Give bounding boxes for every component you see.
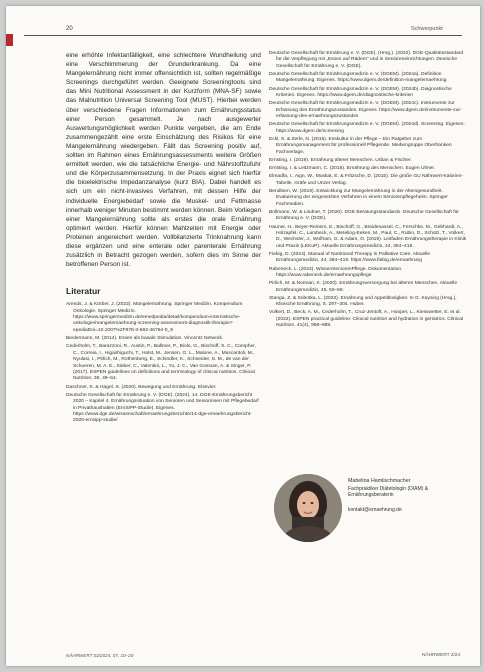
body-paragraph: eine erhöhte Infektanfälligkeit, eine schlechtere Wundheilung und eine Verschlimmerung der Grunderkrankung. Da eine Mangelernährung nicht immer offensichtlich ist, sollten regelmäßige Screenings durchgeführt werden. Geeignete Screeningtools sind das Mini Nutritional Assessment in der Kurzform (MNA-SF) sowie das Malnutrition Universal Screening Tool (MUST). Hierbei werden über verschiedene Fragen Informationen zum Ernährungsstatus einer Person gesammelt. Je nach ausgewerter Auswertungsmöglichkeit werden Punkte vergeben, die am Ende zusammengezählt eine erste Einschätzung des Risikos für eine Mangelernährung wiedergeben. Fällt das Screening positiv auf, sollten im Rahmen eines Ernährungsassessments weitere Größen ermittelt werden, wie die tatsächliche Energie- und Nährstoffzufuhr und die Körperzusammensetzung. In der Praxis eignet sich hierfür die bioelektrische Impedanzanalyse (kurz BIA). Dabei handelt es sich um ein nicht-invasives Verfahren, mit dessen Hilfe der individuelle Energiebedarf sowie die Muskel- und Fettmasse innerhalb weniger Minuten bestimmt werden können. Beim Vorliegen einer Mangelernährung sollte als erstes die orale Ernährung optimiert werden. Hierfür können Mahlzeiten mit Energie oder Proteinen angereichert werden. Vollbilanzierte Trinknahrung kann diese ergänzen und eine enterale oder parenterale Ernährung zusätzlich in Betracht gezogen werden, sofern dies im Sinne der betroffenen Person ist.	[66, 52, 261, 269]
reference-entry: Cederholm, T., Barazzoni, R., Austin, P., Ballmer, P., Biolo, G., Bischoff, S. C., Compher, C., Correia, I., Higashiguchi, T., Holst, M., Jensen, G. L., Malone, A., Muscaritoli, M., Nyulasi, I., Pirlich, M., Rothenberg, E., Schindler, K., Schneider, S. M., de van der Schueren, M. A. E., Sieber, C., Valentini, L., Yu, J. C., Van Gossum, A. & Singer, P. (2017). ESPEN guidelines on definitions and terminology of clinical nutrition. Clinical Nutrition, 36, 49–64.	[66, 344, 256, 382]
author-role: Fachpraktiker Diätetologin (DIAM) & Ernährungsberaterin	[348, 486, 429, 499]
left-column	[66, 51, 261, 427]
reference-entry: Ernsting, I. (2019). Ernährung älterer Menschen. Urban & Fischer.	[269, 157, 412, 163]
author-box	[274, 474, 474, 554]
reference-entry: Hauner, H., Beyer-Reiners, E., Bischoff, G., Breidenassel, C., Ferschke, M., Gebhardt, A., Holzapfel, C., Lambeck, A., Meteling-Eeken, M., Paul, C., Rubin, D., Schütz, T., Volkert, D., Wechsler, J., Wolfram, G. & Adam, O. (2019). Leitfaden Ernährungstherapie in Klinik und Praxis (LEKuP). Aktuelle Ernährungsmedizin, 44, 384–419.	[269, 224, 467, 249]
article-body	[66, 51, 261, 269]
reference-entry: Deutsche Gesellschaft für Ernährung e. V. (DGE). (Hrsg.). (2022). DGE-Qualitätsstandard für die Verpflegung mit „Essen auf Rädern“ und in Senioreneinrichtungen. Deutsche Gesellschaft für Ernährung e. V. (DGE).	[269, 51, 464, 69]
reference-entry: Pirlich, M. & Norman, K. (2020). Ernährungsversorgung bei älteren Menschen. Aktuelle Ernährungsmedizin, 45, 50–59.	[269, 281, 458, 293]
author-email[interactable]: kontakt@ernaehrung.de	[348, 506, 402, 513]
author-info	[348, 478, 473, 513]
reference-entry: Fiebig, D. (2024). Manual of Nutritional Therapy in Palliative Care. Aktuelle Ernährungsmedizin, 44, 384–419. https://www.fiebig.de/ernaehrung	[269, 251, 431, 264]
literature-list-left	[66, 302, 261, 425]
reference-entry: Eckl, S. & Zerle, N. (2015). Esskultur in der Pflege – Ein Ratgeber zum Ernährungsmanagement für professionell Pflegende. Mediengruppe Oberfranken Fachverlage.	[269, 136, 452, 155]
magazine-page	[6, 6, 480, 666]
reference-entry: Ernsting, I. & Leitzmann, C. (2016). Ernährung des Menschen. Eugen Ulmer.	[269, 166, 436, 172]
reference-entry: Deutsche Gesellschaft für Ernährungsmedizin e. V. (DGEM). (2024b). Diagnostische Kriterien. Eigenes. https://www.dgem.de/diagnostische-kriterien	[269, 86, 452, 99]
reference-entry: Bollmann, W. & Lindner, T. (2020). DGE Beratungsstandards. Deutsche Gesellschaft für Ernährung e. V. (DGE).	[269, 209, 459, 222]
author-photo	[274, 474, 342, 542]
reference-entry: Biedermann, M. (2014). Essen als basale Stimulation. Vincentz Network.	[66, 336, 224, 342]
reference-entry: Bendtsen, W. (2019). Entwicklung zur Mangelernährung in der Altersgesundheit. Evaluierung der eingesetzten Verfahren in einem Seniorenpflegeheim. Springer Fachmedien.	[269, 188, 448, 207]
page-number: 20	[66, 26, 73, 32]
reference-entry: Volkert, D., Beck, A. M., Cederholm, T., Cruz-Jentoft, A., Hooper, L., Kiesswetter, E. et al. (2022). ESPEN practical guideline: Clinical nutrition and hydration in geriatrics. Clinical Nutrition, 41(4), 958–989.	[269, 310, 464, 329]
reference-entry: Deutsche Gesellschaft für Ernährungsmedizin e. V. (DGEM). (2024a). Definition Mangelernährung. Eigenes. https://www.dgem.de/definition-mangelernaehrung	[269, 72, 447, 84]
reference-entry: Rabeneck, L. (2024). WissenSeniorenPflege. Dokumentation. https://www.rabeneck.de/ernaehrungspflege	[269, 266, 403, 278]
reference-entry: Elmadfa, I., Aign, W., Muskat, E. & Fritzsche, D. (2015). Die große GU Nährwert-Kalorien-Tabelle. Gräfe und Unzer Verlag.	[269, 174, 464, 186]
footer-issue: NÄHRWERT 2/24	[422, 653, 461, 658]
author-name: Mabelina Hamilschmacher	[348, 478, 411, 484]
footer-citation: NÄHRWERT 02/2024, 07, 10–20	[66, 653, 134, 658]
literature-heading: Literatur	[66, 286, 101, 297]
section-label: Schwerpunkt	[411, 26, 443, 32]
portrait-photo-icon	[274, 474, 342, 542]
reference-entry: Deutsche Gesellschaft für Ernährungsmedizin e. V. (DGEM). (2024c). Instrumente zur Erfassung des Ernährungszustandes. Eigenes. https://www.dgem.de/instrumente-zur-erfassung-des-ernaehrungszustandes	[269, 101, 462, 120]
accent-bar	[6, 34, 13, 46]
reference-entry: Deutsche Gesellschaft für Ernährungsmedizin e. V. (DGEM). (2024d). Screening. Eigenes. https://www.dgem.de/screening	[269, 122, 465, 134]
literature-list-right	[269, 51, 469, 330]
right-column	[269, 51, 469, 331]
header-rule	[24, 35, 462, 36]
reference-entry: Stanga, Z. & Sobotka, L. (2023). Ernährung und Appetitlosigkeit. In G. Kaysing (Hrsg.), Klinische Ernährung, S. 297–304. Huber.	[269, 295, 457, 308]
reference-entry: Daschner, S. & Hagel, S. (2020). Bewegung und Ernährung. Elsevier.	[66, 384, 217, 390]
reference-entry: Deutsche Gesellschaft für Ernährung e. V. (DGE). (2024). 14. DGE-Ernährungsbericht 2020 – Kapitel 4. Ernährungssituation von Senioren und Seniorinnen mit Pflegebedarf in Privathaushalten (ErnSiPP-Studie). Eigenes. https://www.dge.de/wissenschaft/ernaehrungsberichte/14-dge-ernaehrungsbericht-2020-ernsipp-studie/	[66, 392, 259, 424]
reference-entry: Arends, J. & Körber, J. (2022). Mangelernährung. Springer Medizin. Kompendium Onkologie. Springer Medizin. https://www.springermedizin.de/emedpedia/detail/kompendium-internistische-onkologie/mangelernaehrung-screening-assessment-diagnostik-therapie?epediaDoi=10.1007%2F978-3-662-46764-0_9	[66, 302, 243, 333]
